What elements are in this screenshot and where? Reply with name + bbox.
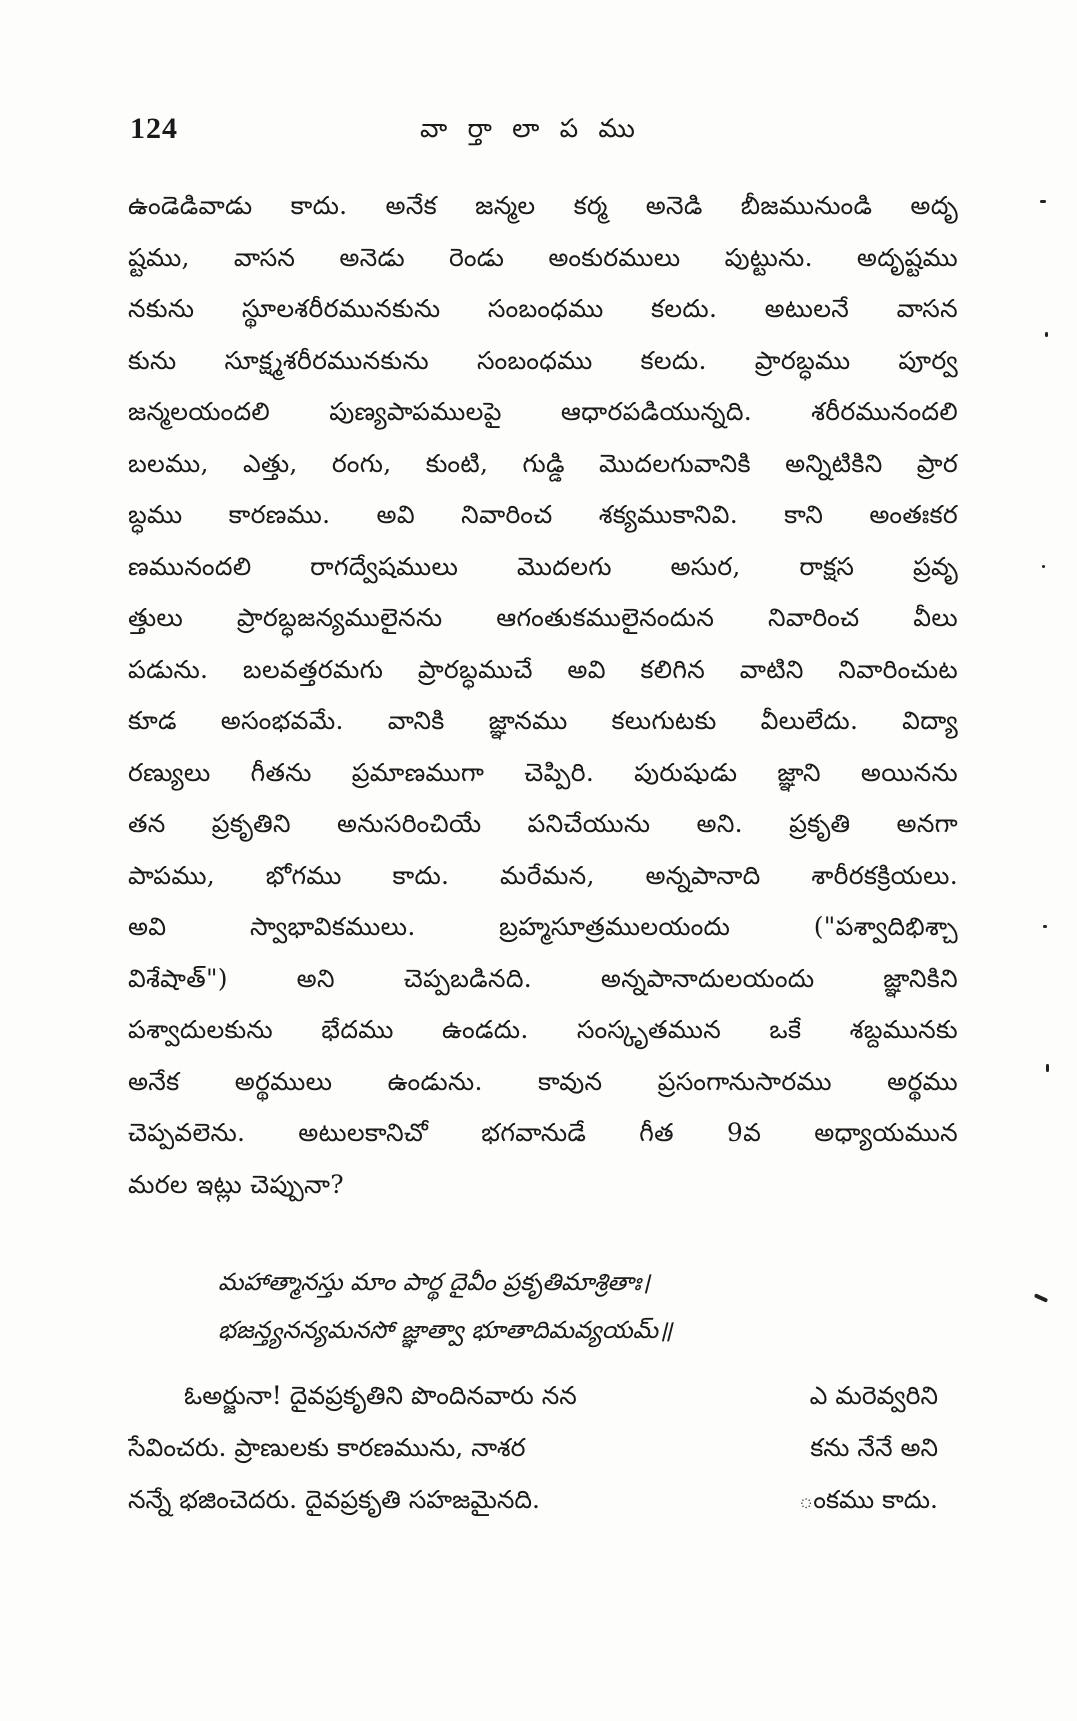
text-line: ణమునందలి రాగద్వేషములు మొదలగు అసుర, రాక్షస ప్రవృ — [128, 551, 958, 581]
body-paragraph — [128, 180, 958, 1210]
translation-text-left: సేవించరు. ప్రాణులకు కారణమును, నాశర — [128, 1433, 526, 1462]
margin-speck — [1046, 1064, 1049, 1072]
text-line: అనేక అర్థములు ఉండును. కావున ప్రసంగానుసారము అర్థము — [128, 1066, 958, 1096]
verse-line: భజన్త్యనన్యమనసో జ్ఞాత్వా భూతాదిమవ్యయమ్॥ — [218, 1316, 673, 1344]
translation-text-right: ఎ మరెవ్వరిని — [809, 1381, 938, 1410]
margin-speck — [1045, 332, 1048, 337]
text-line: రణ్యులు గీతను ప్రమాణముగా చెప్పిరి. పురుషుడు జ్ఞాని అయినను — [128, 757, 958, 787]
translation-line — [128, 1474, 958, 1526]
verse-line: మహాత్మానస్తు మాం పార్థ దైవీం ప్రకృతిమాశ్రితాః। — [218, 1268, 651, 1296]
page-number: 124 — [130, 112, 178, 145]
text-line: మరల ఇట్లు చెప్పునా? — [128, 1169, 344, 1199]
text-line: పాపము, భోగము కాదు. మరేమన, అన్నపానాది శారీరకక్రియలు. — [128, 860, 958, 890]
text-line: ష్టము, వాసన అనెడు రెండు అంకురములు పుట్టును. అదృష్టము — [128, 242, 958, 272]
translation-text-right: కను నేనే అని — [810, 1433, 938, 1462]
page-header — [130, 112, 960, 152]
margin-speck — [1034, 1293, 1048, 1303]
text-line: కును సూక్ష్మశరీరమునకును సంబంధము కలదు. ప్రారబ్ధము పూర్వ — [128, 345, 958, 375]
margin-speck — [1043, 925, 1047, 928]
text-line: జన్మలయందలి పుణ్యపాపములపై ఆధారపడియున్నది. శరీరమునందలి — [128, 397, 958, 426]
text-line: పడును. బలవత్తరమగు ప్రారబ్ధముచే అవి కలిగిన వాటిని నివారించుట — [128, 654, 958, 684]
text-line: త్తులు ప్రారబ్ధజన్యములైనను ఆగంతుకములైనందున నివారించ వీలు — [128, 603, 958, 632]
text-line: ఉండెడివాడు కాదు. అనేక జన్మల కర్మ అనెడి బీజమునుండి అదృ — [128, 191, 958, 220]
translation-text-left: నన్నే భజించెదరు. దైవప్రకృతి సహజమైనది. — [128, 1485, 540, 1514]
verse-translation — [128, 1370, 958, 1526]
text-line: తన ప్రకృతిని అనుసరించియే పనిచేయును అని. ప్రకృతి అనగా — [128, 809, 958, 838]
sanskrit-verse — [218, 1258, 958, 1354]
text-line: కూడ అసంభవమే. వానికి జ్ఞానము కలుగుటకు వీలులేదు. విద్యా — [128, 706, 958, 735]
margin-speck — [1042, 565, 1045, 568]
margin-speck — [1040, 200, 1046, 203]
text-line: అవి స్వాభావికములు. బ్రహ్మసూత్రములయందు ("పశ్వాదిభిశ్చా — [128, 912, 958, 941]
text-line: చెప్పవలెను. అటులకానిచో భగవానుడే గీత 9వ అధ్యాయమున — [128, 1118, 958, 1147]
text-line: విశేషాత్") అని చెప్పబడినది. అన్నపానాదులయందు జ్ఞానికిని — [128, 963, 958, 993]
text-line: బలము, ఎత్తు, రంగు, కుంటి, గుడ్డి మొదలగువానికి అన్నిటికిని ప్రార — [128, 448, 958, 478]
running-title: వా ర్తా లా ప ము — [420, 114, 641, 144]
text-line: నకును స్థూలశరీరమునకును సంబంధము కలదు. అటులనే వాసన — [128, 294, 958, 323]
text-line: బ్ధము కారణము. అవి నివారించ శక్యముకానివి. కాని అంతఃకర — [128, 500, 958, 529]
translation-text-right: ంకము కాదు. — [798, 1485, 938, 1514]
translation-line — [128, 1422, 958, 1474]
text-line: పశ్వాదులకును భేదము ఉండదు. సంస్కృతమున ఒకే శబ్దమునకు — [128, 1015, 958, 1044]
translation-text-left: ఓఅర్జునా! దైవప్రకృతిని పొందినవారు నన — [184, 1381, 577, 1410]
translation-line — [128, 1370, 958, 1422]
